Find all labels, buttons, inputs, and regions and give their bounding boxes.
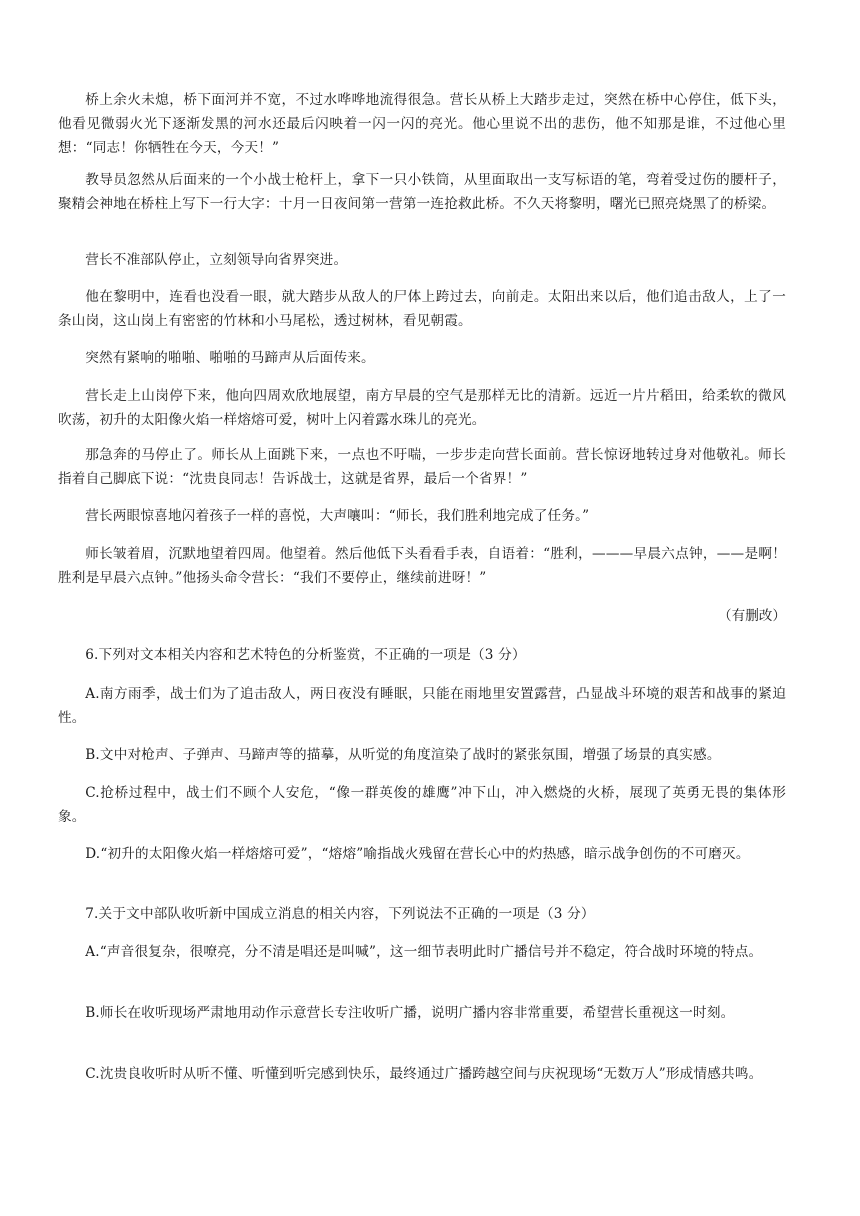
passage-paragraph: 营长两眼惊喜地闪着孩子一样的喜悦，大声嚷叫：“师长，我们胜利地完成了任务。” (85, 508, 590, 524)
question-stem: 6.下列对文本相关内容和艺术特色的分析鉴赏，不正确的一项是（3 分） (85, 647, 526, 663)
passage-paragraph: 那急奔的马停止了。师长从上面跳下来，一点也不吁喘，一步步走向营长面前。营长惊讶地转过身对他敬礼。师长指着自己脚底下说：“沈贵良同志！告诉战士，这就是省界，最后一个省界！” (58, 447, 786, 487)
question-option: B.文中对枪声、子弹声、马蹄声等的描摹，从听觉的角度渲染了战时的紧张氛围，增强了场景的真实感。 (85, 747, 721, 763)
passage-paragraph: 桥上余火未熄，桥下面河并不宽，不过水哗哗地流得很急。营长从桥上大踏步走过，突然在桥中心停住，低下头，他看见微弱火光下逐渐发黑的河水还最后闪映着一闪一闪的亮光。他心里说不出的悲伤，他不知那是谁，不过他心里想：“同志！你牺牲在今天，今天！” (58, 92, 786, 156)
passage-paragraph: 营长不准部队停止，立刻领导向省界突进。 (85, 252, 348, 268)
passage-paragraph: 营长走上山岗停下来，他向四周欢欣地展望，南方早晨的空气是那样无比的清新。远近一片片稻田，给柔软的微风吹荡，初升的太阳像火焰一样熔熔可爱，树叶上闪着露水珠儿的亮光。 (58, 388, 786, 428)
question-option: A.南方雨季，战士们为了追击敌人，两日夜没有睡眠，只能在雨地里安置露营，凸显战斗环境的艰苦和战事的紧迫性。 (58, 686, 786, 726)
question-option: B.师长在收听现场严肃地用动作示意营长专注收听广播，说明广播内容非常重要，希望营长重视这一时刻。 (85, 1005, 735, 1021)
question-stem: 7.关于文中部队收听新中国成立消息的相关内容，下列说法不正确的一项是（3 分） (85, 906, 595, 922)
passage-paragraph: 突然有紧响的啪啪、啪啪的马蹄声从后面传来。 (85, 350, 375, 366)
question-option: C.沈贵良收听时从听不懂、听懂到听完感到快乐，最终通过广播跨越空间与庆祝现场“无数万人”形成情感共鸣。 (85, 1066, 763, 1082)
passage-paragraph: 他在黎明中，连看也没看一眼，就大踏步从敌人的尸体上跨过去，向前走。太阳出来以后，他们追击敌人，上了一条山岗，这山岗上有密密的竹林和小马尾松，透过树林，看见朝霞。 (58, 289, 786, 329)
question-option: A.“声音很复杂，很嘹亮，分不清是唱还是叫喊”，这一细节表明此时广播信号并不稳定，符合战时环境的特点。 (85, 944, 763, 960)
question-option: D.“初升的太阳像火焰一样熔熔可爱”，“熔熔”喻指战火残留在营长心中的灼热感，暗示战争创伤的不可磨灭。 (85, 846, 750, 862)
source-note: （有删改） (718, 608, 786, 624)
passage-paragraph: 师长皱着眉，沉默地望着四周。他望着。然后他低下头看看手表，自语着：“胜利，———早晨六点钟，——是啊！胜利是早晨六点钟。”他扬头命令营长：“我们不要停止，继续前进呀！” (58, 546, 786, 586)
passage-paragraph: 教导员忽然从后面来的一个小战士枪杆上，拿下一只小铁筒，从里面取出一支写标语的笔，弯着受过伤的腰杆子，聚精会神地在桥柱上写下一行大字：十月一日夜间第一营第一连抢救此桥。不久天将黎明，曙光已照亮烧黑了的桥梁。 (58, 172, 786, 212)
question-option: C.抢桥过程中，战士们不顾个人安危，“像一群英俊的雄鹰”冲下山，冲入燃烧的火桥，展现了英勇无畏的集体形象。 (58, 785, 786, 825)
